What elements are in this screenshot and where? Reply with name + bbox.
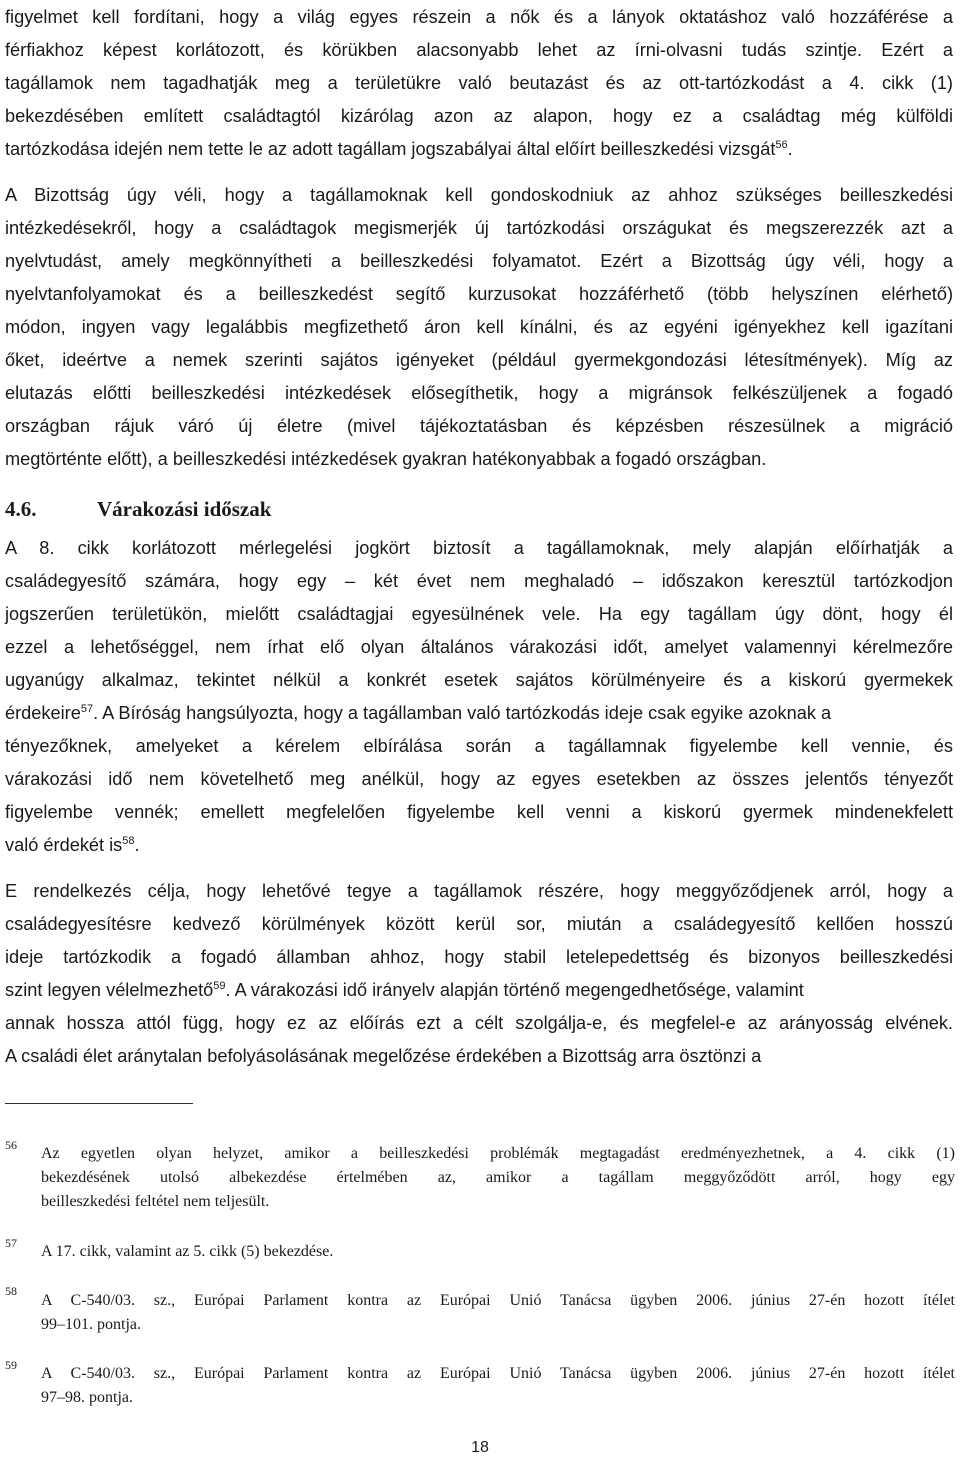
text-line: nyelvtudást, amely megkönnyítheti a beilleszkedési folyamatot. Ezért a Bizottság úgy véli, hogy a (5, 251, 953, 271)
footnote-ref: 57 (80, 702, 94, 715)
footnote-line: Az egyetlen olyan helyzet, amikor a beilleszkedési problémák megtagadást eredményezhetnek, a 4. cikk (1) (41, 1145, 955, 1162)
footnote-line: A 17. cikk, valamint az 5. cikk (5) bekezdése. (41, 1243, 334, 1260)
footnote-line: A C-540/03. sz., Európai Parlament kontra az Európai Unió Tanácsa ügyben 2006. június 27-én hozott ítélet (41, 1365, 955, 1382)
footnote-number: 59 (5, 1358, 17, 1372)
text-span: tartózkodása idején nem tette le az adott tagállam jogszabályai által előírt beilleszkedési vizsgát (5, 139, 776, 159)
text-line: annak hossza attól függ, hogy ez az előírás ezt a célt szolgálja-e, és megfelel-e az arányosság elvének. (5, 1013, 953, 1033)
text-line: A Bizottság úgy véli, hogy a tagállamoknak kell gondoskodniuk az ahhoz szükséges beilleszkedési (5, 185, 953, 205)
text-span: . (134, 835, 140, 855)
footnote-number: 58 (5, 1284, 17, 1298)
text-line: tagállamok nem tagadhatják meg a területükre való beutazást és az ott-tartózkodást a 4. cikk (1) (5, 73, 953, 93)
footnote-line: bekezdésének utolsó albekezdése értelmében az, amikor a tagállam meggyőződött arról, hogy egy (41, 1169, 955, 1186)
text-line: intézkedésekről, hogy a családtagok megismerjék új tartózkodási országukat és megszerezzék azt a (5, 218, 953, 238)
text-span: . A Bíróság hangsúlyozta, hogy a tagállamban való tartózkodás ideje csak egyike azoknak a (93, 703, 832, 723)
text-line: ugyanúgy alkalmaz, tekintet nélkül a konkrét esetek sajátos körülményeire és a kiskorú gyermekek (5, 670, 953, 690)
page-number: 18 (471, 1439, 489, 1456)
footnote-separator (5, 1103, 193, 1104)
text-span: szint legyen vélelmezhető (5, 980, 214, 1000)
text-line: figyelembe vennék; emellett megfelelően figyelembe kell venni a kiskorú gyermek mindenekfelett (5, 802, 953, 822)
text-line: A családi élet aránytalan befolyásolásának megelőzése érdekében a Bizottság arra ösztönzi a (5, 1046, 762, 1066)
text-line: ezzel a lehetőséggel, nem írhat elő olyan általános várakozási időt, amelyet valamennyi kérelmezőre (5, 637, 953, 657)
text-line: őket, ideértve a nemek szerinti sajátos igényeket (például gyermekgondozási létesítmények). Míg az (5, 350, 953, 370)
text-line: jogszerűen területükön, mielőtt családtagjai egyesülnének vele. Ha egy tagállam úgy dönt, hogy él (5, 604, 953, 624)
text-line: E rendelkezés célja, hogy lehetővé tegye a tagállamok részére, hogy meggyőződjenek arról, hogy a (5, 881, 953, 901)
footnote-number: 56 (5, 1138, 17, 1152)
text-line: tényezőknek, amelyeket a kérelem elbírálása során a tagállamnak figyelembe kell vennie, és (5, 736, 953, 756)
footnote-number: 57 (5, 1236, 17, 1250)
footnote-line: 97–98. pontja. (41, 1389, 133, 1406)
text-span: való érdekét is (5, 835, 123, 855)
text-span: . (787, 139, 793, 159)
text-line (5, 830, 140, 860)
text-line: családegyesítésre kedvező körülmények között kerül sor, miután a családegyesítő kellően hosszú (5, 914, 953, 934)
footnote-line: beilleszkedési feltétel nem teljesült. (41, 1193, 270, 1210)
text-line (5, 134, 793, 164)
text-line: ideje tartózkodik a fogadó államban ahhoz, hogy stabil letelepedettség és bizonyos beilleszkedési (5, 947, 953, 967)
text-line: családegyesítő számára, hogy egy – két évet nem meghaladó – időszakon keresztül tartózkodjon (5, 571, 953, 591)
text-line (5, 698, 831, 728)
footnote-line: A C-540/03. sz., Európai Parlament kontra az Európai Unió Tanácsa ügyben 2006. június 27-én hozott ítélet (41, 1292, 955, 1309)
footnote-ref: 56 (775, 138, 788, 151)
footnote-ref: 59 (213, 979, 226, 992)
text-line: várakozási idő nem követelhető meg anélkül, hogy az egyes esetekben az összes jelentős tényezőt (5, 769, 953, 789)
section-title: Várakozási időszak (97, 497, 272, 521)
text-line: figyelmet kell fordítani, hogy a világ egyes részein a nők és a lányok oktatáshoz való hozzáférése a (5, 7, 953, 27)
footnote-line: 99–101. pontja. (41, 1316, 141, 1333)
text-line: országban rájuk váró új életre (mivel tájékoztatásban és képzésben részesülnek a migráció (5, 416, 953, 436)
text-line: nyelvtanfolyamokat és a beilleszkedést segítő kurzusokat hozzáférhető (több helyszínen elérhető) (5, 284, 953, 304)
text-line: módon, ingyen vagy legalábbis megfizethető áron kell kínálni, és az egyéni igényekhez kell igazítani (5, 317, 953, 337)
text-line: A 8. cikk korlátozott mérlegelési jogkört biztosít a tagállamoknak, mely alapján előírhatják a (5, 538, 953, 558)
section-heading (5, 494, 271, 524)
text-line (5, 975, 804, 1005)
text-line: megtörténte előtt), a beilleszkedési intézkedések gyakran hatékonyabbak a fogadó országban. (5, 449, 767, 469)
text-line: férfiakhoz képest korlátozott, és körükben alacsonyabb lehet az írni-olvasni tudás szintje. Ezért a (5, 40, 953, 60)
footnote-ref: 58 (122, 834, 135, 847)
text-line: bekezdésében említett családtagtól kizárólag azon az alapon, hogy ez a családtag még külföldi (5, 106, 953, 126)
text-line: elutazás előtti beilleszkedési intézkedések elősegíthetik, hogy a migránsok felkészüljenek a fogadó (5, 383, 953, 403)
section-number: 4.6. (5, 497, 37, 521)
text-span: . A várakozási idő irányelv alapján történő megengedhetősége, valamint (225, 980, 804, 1000)
text-span: érdekeire (5, 703, 81, 723)
